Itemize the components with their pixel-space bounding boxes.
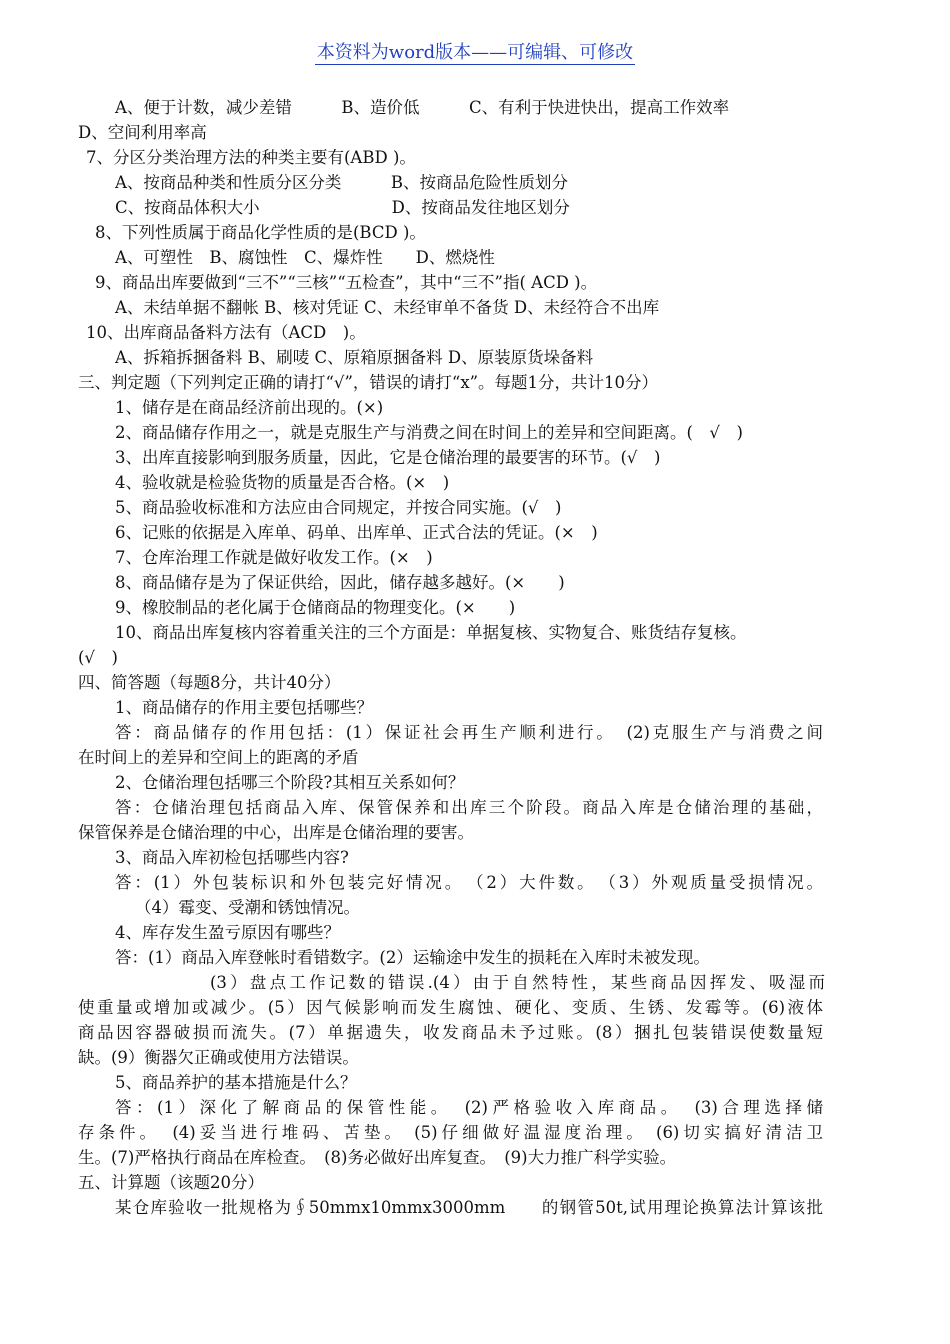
text-line: 答：(1）外包装标识和外包装完好情况。 （2）大件数。 （3）外观质量受损情况。 — [115, 873, 823, 892]
text-line: 3、出库直接影响到服务质量，因此，它是仓储治理的最要害的环节。(√ ) — [115, 448, 661, 467]
text-line: 保管保养是仓储治理的中心，出库是仓储治理的要害。 — [78, 823, 474, 842]
text-line: 8、商品储存是为了保证供给，因此，储存越多越好。(× ) — [115, 573, 565, 592]
text-line: 6、记账的依据是入库单、码单、出库单、正式合法的凭证。(× ) — [115, 523, 598, 542]
text-line: （4）霉变、受潮和锈蚀情况。 — [135, 898, 360, 917]
text-line: 2、商品储存作用之一，就是克服生产与消费之间在时间上的差异和空间距离。( √ ) — [115, 423, 743, 442]
text-line: 答：(1）深化了解商品的保管性能。 (2)严格验收入库商品。 (3)合理选择储 — [115, 1098, 823, 1117]
text-line: 使重量或增加或减少。(5）因气候影响而发生腐蚀、硬化、变质、生锈、发霉等。(6)液体 — [78, 998, 823, 1017]
text-line: C、按商品体积大小 D、按商品发往地区划分 — [115, 198, 570, 217]
text-line: 10、出库商品备料方法有（ACD )。 — [86, 323, 366, 342]
document-header — [0, 38, 950, 64]
text-line: (√ ) — [78, 648, 118, 667]
text-line: 答：仓储治理包括商品入库、保管保养和出库三个阶段。商品入库是仓储治理的基础， — [115, 798, 823, 817]
text-line: 5、商品验收标准和方法应由合同规定，并按合同实施。(√ ) — [115, 498, 562, 517]
text-line: 四、简答题（每题8分，共计40分） — [78, 673, 341, 692]
text-line: 1、储存是在商品经济前出现的。(×) — [115, 398, 384, 417]
text-line: D、空间利用率高 — [78, 123, 207, 142]
text-line: 缺。(9）衡器欠正确或使用方法错误。 — [78, 1048, 359, 1067]
text-line: 10、商品出库复核内容着重关注的三个方面是：单据复核、实物复合、账货结存复核。 — [115, 623, 747, 642]
text-line: 7、仓库治理工作就是做好收发工作。(× ) — [115, 548, 433, 567]
text-line: 生。(7)严格执行商品在库检查。 (8)务必做好出库复查。 (9)大力推广科学实验。 — [78, 1148, 677, 1167]
text-line: 3、商品入库初检包括哪些内容? — [115, 848, 349, 867]
text-line: 答：商品储存的作用包括：(1）保证社会再生产顺利进行。 (2)克服生产与消费之间 — [115, 723, 823, 742]
text-line: A、便于计数，减少差错 B、造价低 C、有利于快进快出，提高工作效率 — [115, 98, 730, 117]
text-line: 五、计算题（该题20分） — [78, 1173, 264, 1192]
text-line: 4、库存发生盈亏原因有哪些？ — [115, 923, 340, 942]
text-line: 某仓库验收一批规格为∮50mmx10mmx3000mm 的钢管50t,试用理论换算法计算该批 — [115, 1198, 823, 1217]
text-line: 商品因容器破损而流失。(7）单据遗失，收发商品未予过账。(8）捆扎包装错误使数量短 — [78, 1023, 823, 1042]
text-line: 1、商品储存的作用主要包括哪些？ — [115, 698, 373, 717]
text-line: A、拆箱拆捆备料 B、刷唛 C、原箱原捆备料 D、原装原货垛备料 — [115, 348, 594, 367]
header-link[interactable]: 本资料为word版本——可编辑、可修改 — [316, 42, 634, 63]
text-line: A、未结单据不翻帐 B、核对凭证 C、未经审单不备货 D、未经符合不出库 — [115, 298, 660, 317]
text-line: 4、验收就是检验货物的质量是否合格。(× ) — [115, 473, 450, 492]
text-line: 三、判定题（下列判定正确的请打“√”，错误的请打“x”。每题1分，共计10分） — [78, 373, 659, 392]
text-line: 答：(1）商品入库登帐时看错数字。(2）运输途中发生的损耗在入库时未被发现。 — [115, 948, 710, 967]
text-line: (3）盘点工作记数的错误.(4）由于自然特性，某些商品因挥发、吸湿而 — [210, 973, 825, 992]
text-line: 7、分区分类治理方法的种类主要有(ABD )。 — [86, 148, 416, 167]
text-line: 9、商品出库要做到“三不”“三核”“五检查”，其中“三不”指( ACD )。 — [95, 273, 598, 292]
text-line: A、按商品种类和性质分区分类 B、按商品危险性质划分 — [115, 173, 569, 192]
text-line: 在时间上的差异和空间上的距离的矛盾 — [78, 748, 359, 767]
text-line: A、可塑性 B、腐蚀性 C、爆炸性 D、燃烧性 — [115, 248, 495, 267]
text-line: 5、商品养护的基本措施是什么？ — [115, 1073, 357, 1092]
text-line: 8、下列性质属于商品化学性质的是(BCD )。 — [95, 223, 426, 242]
text-line: 9、橡胶制品的老化属于仓储商品的物理变化。(× ) — [115, 598, 516, 617]
text-line: 2、仓储治理包括哪三个阶段?其相互关系如何？ — [115, 773, 465, 792]
text-line: 存条件。 (4)妥当进行堆码、苫垫。 (5)仔细做好温湿度治理。 (6)切实搞好清洁卫 — [78, 1123, 823, 1142]
